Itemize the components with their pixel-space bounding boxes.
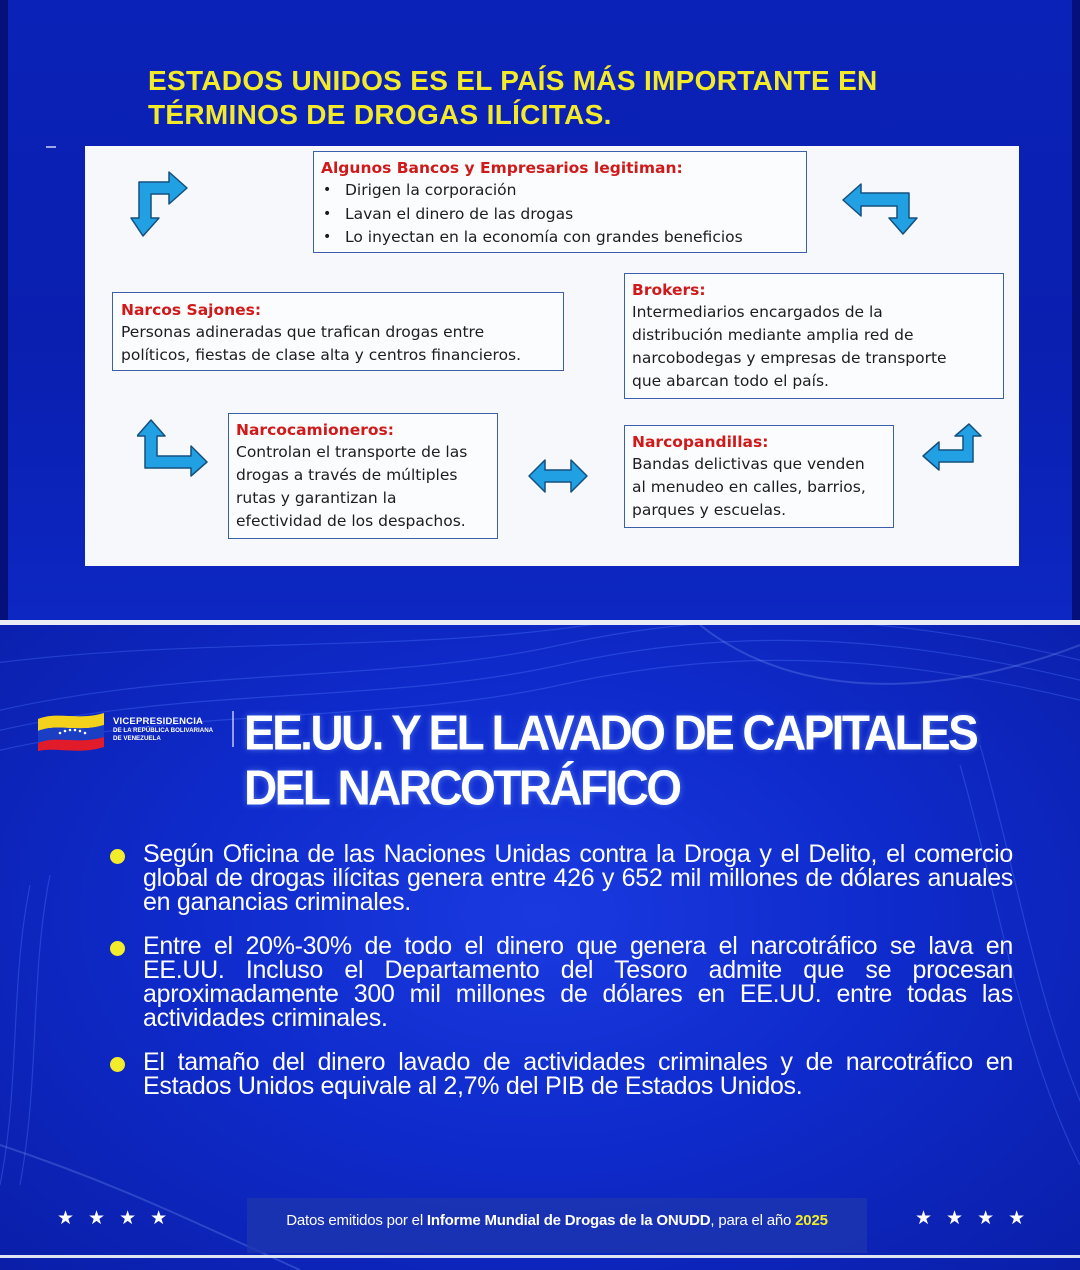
- logo-line: DE VENEZUELA: [113, 735, 161, 742]
- box-text: políticos, fiestas de clase alta y centros financieros.: [121, 346, 522, 364]
- slide-edge: [0, 0, 8, 620]
- bent-arrow-icon: [137, 418, 209, 478]
- footer-middle: , para el año: [710, 1212, 796, 1229]
- footer-year: 2025: [795, 1212, 828, 1229]
- box-text: al menudeo en calles, barrios,: [632, 478, 866, 496]
- bottom-rule: [0, 1255, 1080, 1258]
- box-heading: Narcopandillas:: [632, 433, 769, 451]
- logo-line: VICEPRESIDENCIA: [113, 716, 204, 727]
- vicepresidencia-logo-text: [113, 716, 213, 743]
- box-bancos: [313, 151, 807, 253]
- bullet-dot-icon: [110, 1057, 125, 1072]
- stars-icon: ★★★★: [915, 1208, 1040, 1229]
- bent-arrow-icon: [921, 422, 983, 472]
- bent-arrow-icon: [841, 182, 919, 238]
- drug-network-diagram: [85, 146, 1019, 566]
- list-item: [108, 842, 1013, 914]
- list-item: • Lo inyectan en la economía con grandes beneficios: [321, 226, 798, 250]
- box-heading: Brokers:: [632, 281, 706, 299]
- box-text: Intermediarios encargados de la: [632, 303, 883, 321]
- box-text: efectividad de los despachos.: [236, 512, 466, 530]
- logo-line: DE LA REPÚBLICA BOLIVARIANA: [113, 727, 214, 734]
- bottom-slide: [0, 625, 1080, 1270]
- box-heading: Algunos Bancos y Empresarios legitiman:: [321, 159, 683, 177]
- bullet-text: Entre el 20%-30% de todo el dinero que genera el narcotráfico se lava en EE.UU. Incluso el Departamento del Tesoro admite que se procesan aproximadamente 300 mil millones de dólares en EE.UU. entre todas las actividades criminales.: [143, 932, 1013, 1032]
- divider-tick: [46, 146, 56, 148]
- box-text: parques y escuelas.: [632, 501, 787, 519]
- venezuela-flag-logo: [38, 707, 104, 751]
- footer-prefix: Datos emitidos por el: [286, 1212, 427, 1229]
- box-text: que abarcan todo el país.: [632, 372, 829, 390]
- box-text: Bandas delictivas que venden: [632, 455, 865, 473]
- box-heading: Narcos Sajones:: [121, 301, 262, 319]
- footer-report-name: Informe Mundial de Drogas de la ONUDD: [426, 1212, 711, 1229]
- double-arrow-icon: [527, 458, 589, 494]
- box-brokers: [624, 273, 1004, 399]
- box-narcopandillas: [624, 425, 894, 528]
- box-text: narcobodegas y empresas de transporte: [632, 349, 947, 367]
- stars-icon: ★★★★: [57, 1208, 182, 1229]
- list-item: • Dirigen la corporación: [321, 179, 798, 203]
- logo-separator: [232, 711, 234, 747]
- box-text: rutas y garantizan la: [236, 489, 397, 507]
- bullet-text: El tamaño del dinero lavado de actividades criminales y de narcotráfico en Estados Unidos equivale al 2,7% del PIB de Estados Unidos.: [143, 1048, 1013, 1100]
- top-slide: [0, 0, 1080, 620]
- box-heading: Narcocamioneros:: [236, 421, 394, 439]
- top-slide-title: [148, 64, 968, 132]
- box-text: distribución mediante amplia red de: [632, 326, 914, 344]
- box-text: Controlan el transporte de las: [236, 443, 468, 461]
- bullet-dot-icon: [110, 941, 125, 956]
- box-narcocamioneros: [228, 413, 498, 539]
- bent-arrow-icon: [129, 166, 191, 238]
- footer-source: [247, 1198, 867, 1243]
- list-item: • Lavan el dinero de las drogas: [321, 203, 798, 227]
- box-text: Personas adineradas que trafican drogas entre: [121, 323, 485, 341]
- slide-edge: [1072, 0, 1080, 620]
- bullet-list: [108, 842, 1013, 1118]
- box-narcos-sajones: [112, 292, 564, 371]
- title-line: ESTADOS UNIDOS ES EL PAÍS MÁS IMPORTANTE EN: [148, 65, 878, 96]
- bullet-text: Según Oficina de las Naciones Unidas contra la Droga y el Delito, el comercio global de drogas ilícitas genera entre 426 y 652 mil millones de dólares anuales en ganancias criminales.: [143, 840, 1013, 916]
- box-text: drogas a través de múltiples: [236, 466, 458, 484]
- list-item: [108, 934, 1013, 1030]
- title-line: TÉRMINOS DE DROGAS ILÍCITAS.: [148, 99, 612, 130]
- list-item: [108, 1050, 1013, 1098]
- bottom-slide-title: EE.UU. Y EL LAVADO DE CAPITALES DEL NARCOTRÁFICO: [244, 705, 977, 816]
- bullet-dot-icon: [110, 849, 125, 864]
- bancos-list: [321, 179, 798, 250]
